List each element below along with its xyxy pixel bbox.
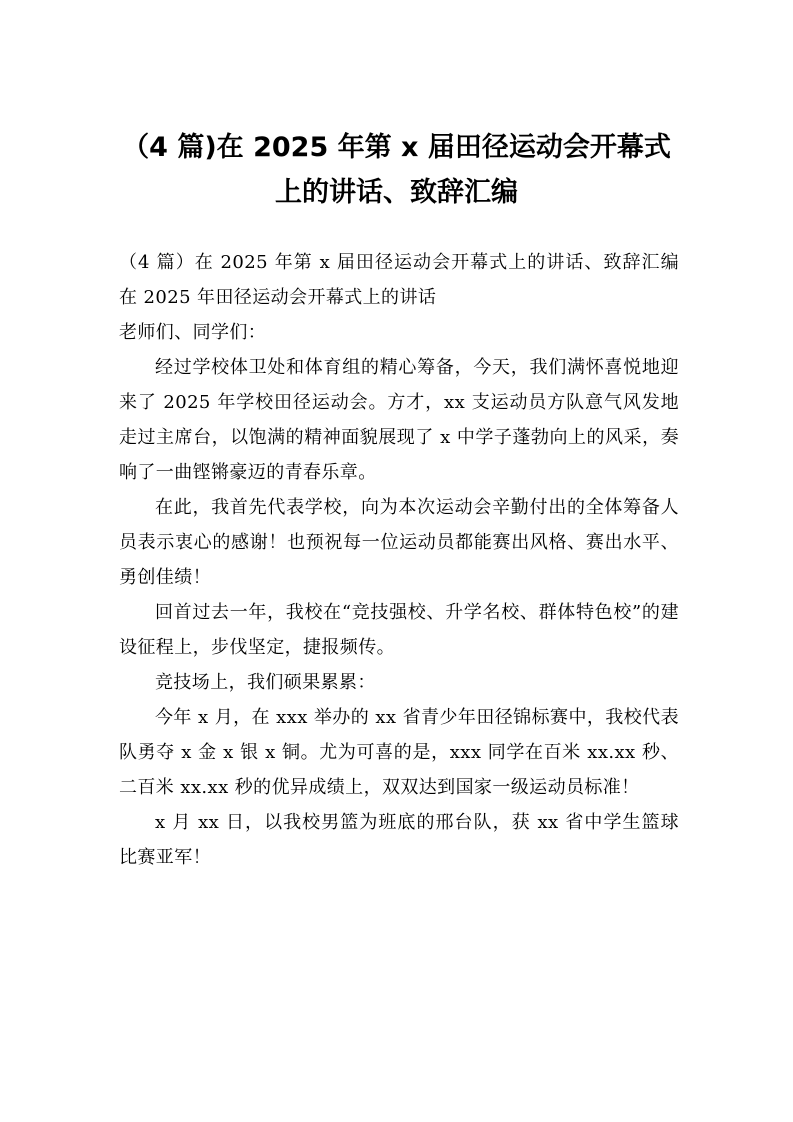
body-paragraph: 今年 x 月，在 xxx 举办的 xx 省青少年田径锦标赛中，我校代表队勇夺 x 金 x 银 x 铜。尤为可喜的是，xxx 同学在百米 xx.xx 秒、二百米 xx.xx 秒的优异成绩上，双双达到国家一级运动员标准！ <box>119 707 679 798</box>
intro-paragraph: （4 篇）在 2025 年第 x 届田径运动会开幕式上的讲话、致辞汇编在 2025 年田径运动会开幕式上的讲话 <box>119 252 679 308</box>
body-paragraph: 竞技场上，我们硕果累累： <box>155 672 376 693</box>
salutation: 老师们、同学们： <box>119 322 267 343</box>
body-paragraph: 回首过去一年，我校在“竞技强校、升学名校、群体特色校”的建设征程上，步伐坚定，捷报频传。 <box>119 602 679 658</box>
body-paragraph: 经过学校体卫处和体育组的精心筹备，今天，我们满怀喜悦地迎来了 2025 年学校田径运动会。方才，xx 支运动员方队意气风发地走过主席台，以饱满的精神面貌展现了 x 中学子蓬勃向上的风采，奏响了一曲铿锵豪迈的青春乐章。 <box>119 357 679 483</box>
body-paragraph: 在此，我首先代表学校，向为本次运动会辛勤付出的全体筹备人员表示衷心的感谢！也预祝每一位运动员都能赛出风格、赛出水平、勇创佳绩！ <box>119 497 679 588</box>
document-body <box>119 245 679 875</box>
document-title-line-1: （4 篇)在 2025 年第 x 届田径运动会开幕式 <box>122 132 671 163</box>
document-title-line-2: 上的讲话、致辞汇编 <box>275 177 518 208</box>
body-paragraph: x 月 xx 日，以我校男篮为班底的邢台队，获 xx 省中学生篮球比赛亚军！ <box>119 812 679 868</box>
